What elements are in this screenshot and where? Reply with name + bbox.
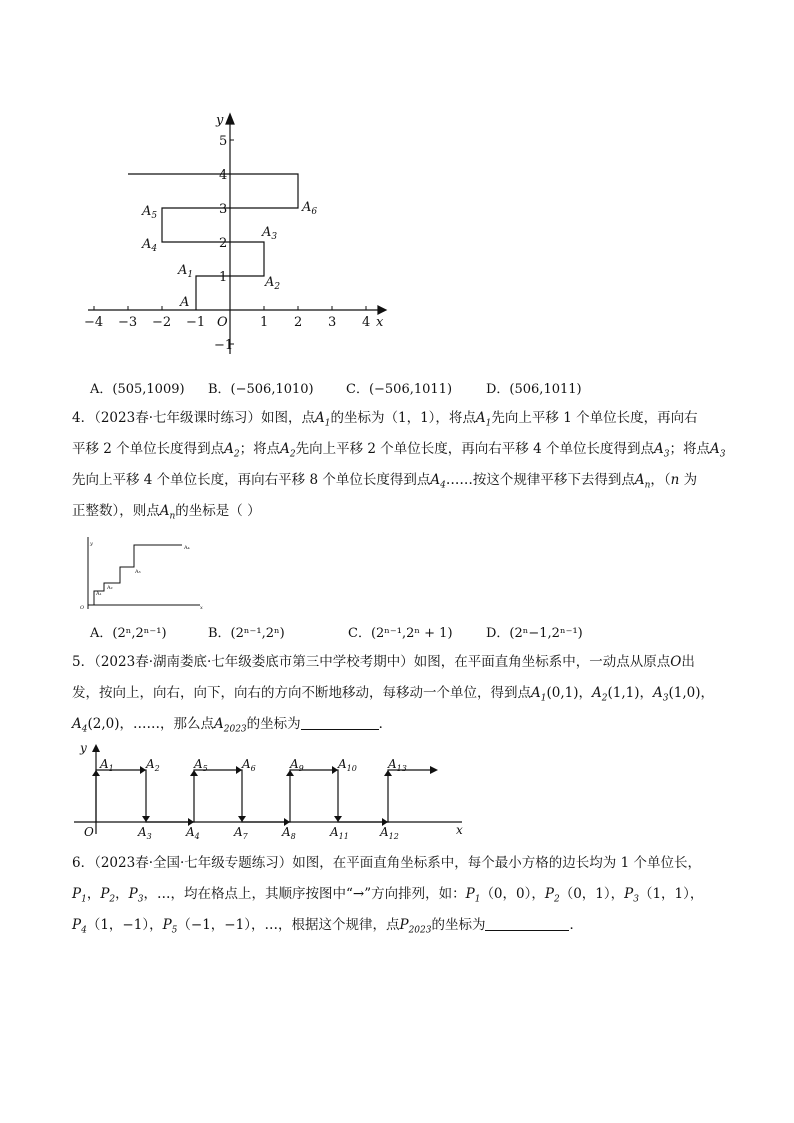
q3-tick-y: 2 <box>219 236 228 251</box>
q3-tick-x: −2 <box>152 315 172 330</box>
q3-point-label: A <box>180 295 190 310</box>
svg-text:A1: $A_1$ <box>178 263 194 280</box>
q4-option-d[interactable]: D．(2ⁿ−1,2ⁿ⁻¹) <box>486 626 583 641</box>
q4-option-b[interactable]: B．(2ⁿ⁻¹,2ⁿ) <box>208 626 285 641</box>
q3-tick-x: 3 <box>328 315 337 330</box>
q3-tick-y: 4 <box>219 168 228 183</box>
q3-tick-y: −1 <box>214 338 234 353</box>
svg-text:A₄: A₄ <box>184 545 190 551</box>
q3-tick-x: 2 <box>294 315 303 330</box>
svg-text:A₂: A₂ <box>107 585 113 591</box>
q5-axis-y-label: y <box>80 741 87 755</box>
svg-text:A8: $A_8$ <box>282 825 296 840</box>
q5-answer-blank[interactable] <box>301 715 379 730</box>
q3-option-b[interactable]: B．(−506,1010) <box>208 382 314 397</box>
q6-question: 6．（2023春·全国·七年级专题练习）如图，在平面直角坐标系中，每个最小方格的边长均为 1 个单位长， $P_1$，$P_2$，$P_3$，…，均在格点上，其顺序按图中“→”方向排列，如：$P_1(0$，0），$P_2(0$，1），$P_3(1$，1）， $P_4(1$，−1），$P_5(-1$，−1），…，根据这个规律，点$P_{2023}$的坐标为 ． <box>72 855 704 936</box>
svg-text:A2: $A_2$ <box>265 275 281 292</box>
svg-text:A4: $A_4$ <box>186 825 200 840</box>
svg-text:A2: $A_2$ <box>146 757 160 773</box>
svg-text:A7: $A_7$ <box>234 825 248 840</box>
q4-option-a[interactable]: A．(2ⁿ,2ⁿ⁻¹) <box>90 626 167 641</box>
svg-text:A10: $A_{10}$ <box>338 757 357 773</box>
q3-axis-x-label: x <box>376 315 384 330</box>
q5-axis-x-label: x <box>456 823 463 837</box>
q3-option-a[interactable]: A．(505,1009) <box>90 382 185 397</box>
q3-tick-x: −1 <box>186 315 206 330</box>
q5-question: 5．（2023春·湖南娄底·七年级娄底市第三中学校考期中）如图，在平面直角坐标系中，一动点从原点O出 发，按向上，向右，向下，向右的方向不断地移动，每移动一个单位，得到点$A_1(0,1)$，$A_2(1,1)$，$A_3(1,0)$， $A_4(2,0)$，……，那么点$A_{2023}$的坐标为 ． <box>72 654 714 735</box>
q5-origin-label: O <box>84 825 94 839</box>
svg-text:A6: $A_6$ <box>302 200 318 217</box>
q5-path-figure <box>70 740 470 840</box>
q3-tick-y: 5 <box>219 134 228 149</box>
svg-text:A6: $A_6$ <box>242 757 256 773</box>
svg-text:A1: $A_1$ <box>100 757 114 773</box>
q3-option-d[interactable]: D．(506,1011) <box>486 382 582 397</box>
q3-tick-x: −4 <box>84 315 104 330</box>
q3-origin-label: O <box>217 315 228 330</box>
q3-tick-x: 4 <box>362 315 371 330</box>
svg-text:A₃: A₃ <box>135 569 141 575</box>
q6-answer-blank[interactable] <box>485 916 569 931</box>
q3-tick-y: 1 <box>219 270 228 285</box>
q4-axis-x-label: x <box>200 605 203 611</box>
q3-tick-x: 1 <box>260 315 269 330</box>
q4-option-c[interactable]: C．(2ⁿ⁻¹,2ⁿ + 1) <box>348 626 453 641</box>
svg-text:A13: $A_{13}$ <box>388 757 407 773</box>
q3-axis-y-label: y <box>216 113 224 128</box>
svg-text:A9: $A_9$ <box>290 757 304 773</box>
q3-option-c[interactable]: C．(−506,1011) <box>346 382 453 397</box>
svg-text:A5: $A_5$ <box>142 204 158 221</box>
svg-text:A3: $A_3$ <box>262 225 278 242</box>
svg-text:A3: $A_3$ <box>138 825 152 840</box>
q4-step-figure <box>74 533 214 613</box>
q3-tick-x: −3 <box>118 315 138 330</box>
svg-text:A4: $A_4$ <box>142 237 158 254</box>
q3-coordinate-figure <box>80 108 400 358</box>
svg-text:A₁: A₁ <box>96 591 102 597</box>
svg-text:A12: $A_{12}$ <box>380 825 399 840</box>
q3-tick-y: 3 <box>219 202 228 217</box>
q4-question: 4．（2023春·七年级课时练习）如图，点$A_1$的坐标为（1，1），将点$A_1$先向上平移 1 个单位长度，再向右 平移 2 个单位长度得到点$A_2$；将点$A_2$先向上平移 2 个单位长度，再向右平移 4 个单位长度得到点$A_3$；将点$A_3$ 先向上平移 4 个单位长度，再向右平移 8 个单位长度得到点$A_4\dots\dots$按这个规律平移下去得到点$A_n$，（n 为 正整数），则点$A_n$的坐标是（ ） <box>72 410 726 522</box>
svg-text:A11: $A_{11}$ <box>330 825 349 840</box>
q4-origin-label: O <box>80 605 85 611</box>
q4-axis-y-label: y <box>90 541 93 547</box>
svg-text:A5: $A_5$ <box>194 757 208 773</box>
